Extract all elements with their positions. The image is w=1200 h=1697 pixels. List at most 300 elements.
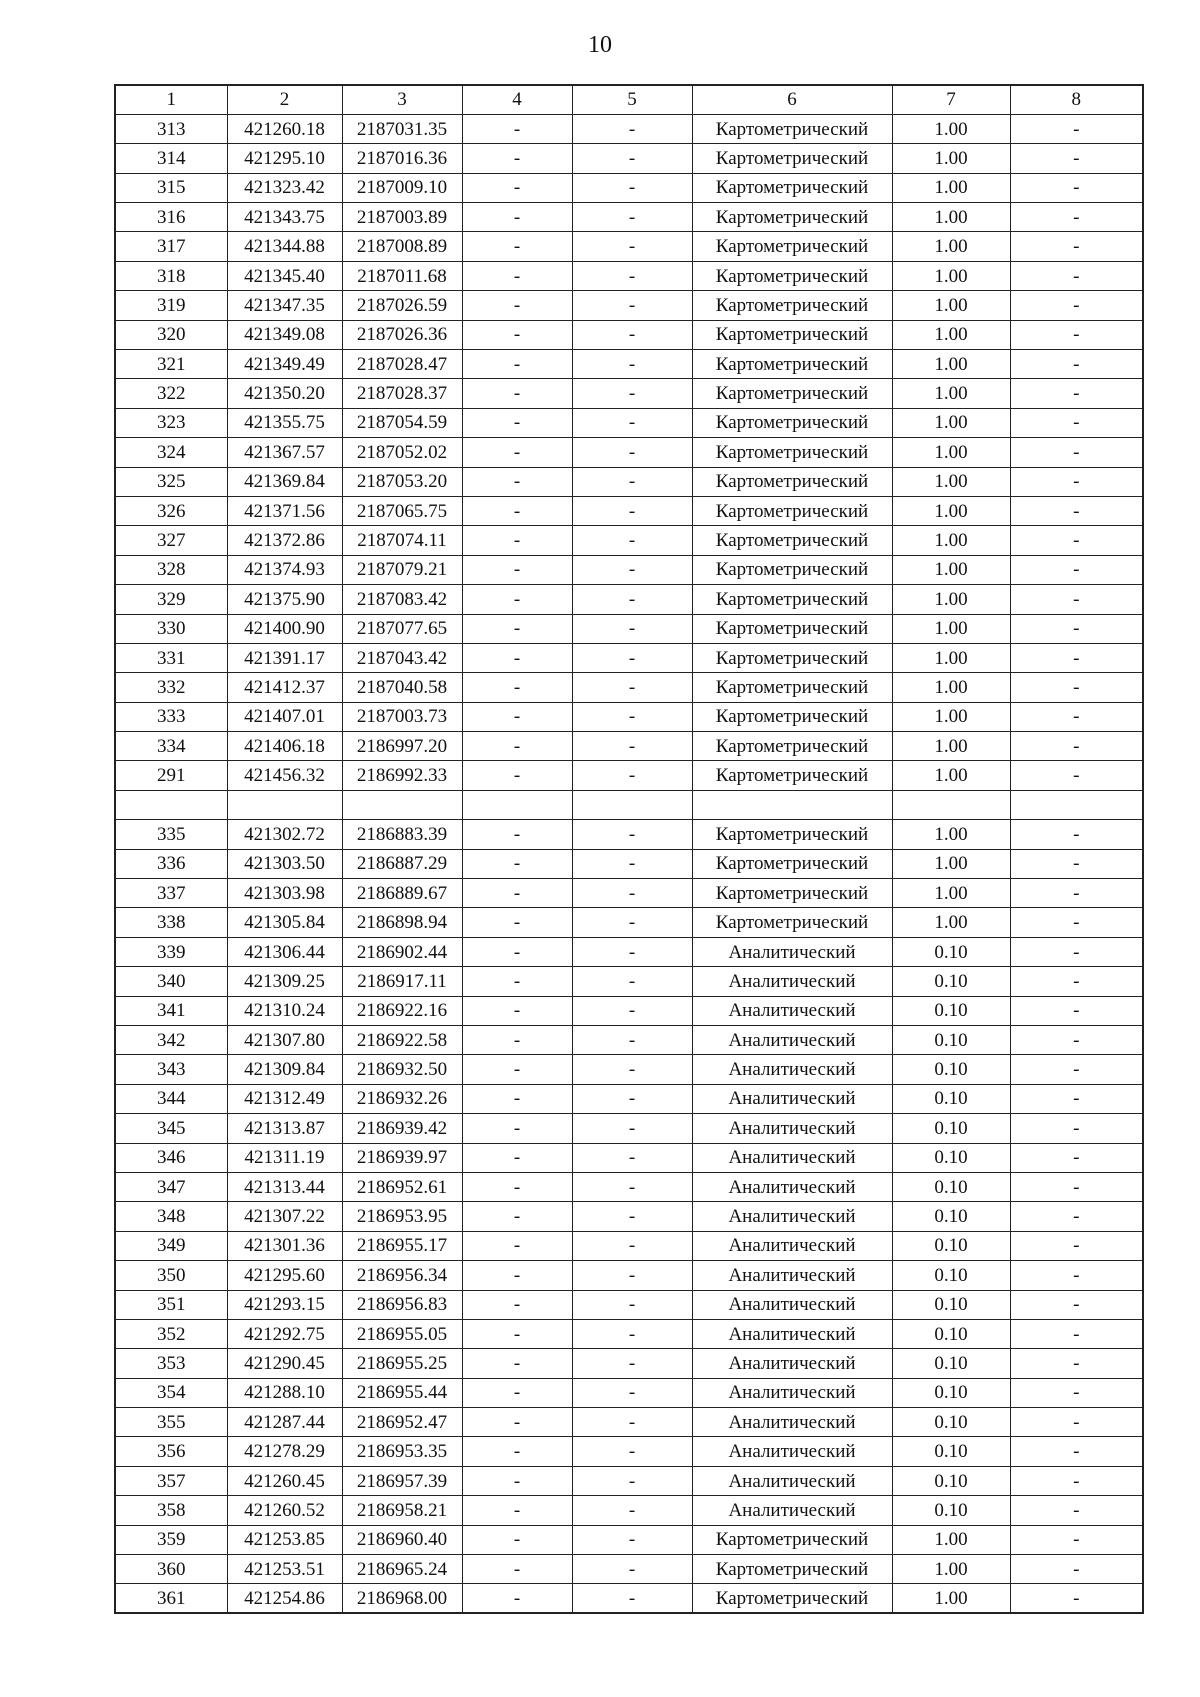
cell-accuracy: 0.10 (892, 1231, 1010, 1260)
cell-point-number: 315 (115, 173, 227, 202)
cell-accuracy: 1.00 (892, 1525, 1010, 1554)
cell-col-8: - (1010, 908, 1143, 937)
cell-col-8: - (1010, 1261, 1143, 1290)
cell-accuracy: 1.00 (892, 879, 1010, 908)
table-row (115, 526, 1143, 555)
cell-point-number: 355 (115, 1408, 227, 1437)
cell-col-8: - (1010, 761, 1143, 790)
cell-y-coordinate: 2187003.73 (342, 702, 462, 731)
cell-col-8: - (1010, 261, 1143, 290)
cell-x-coordinate: 421306.44 (227, 937, 342, 966)
cell-col-4: - (462, 585, 572, 614)
table-row (115, 908, 1143, 937)
cell-col-5: - (572, 1084, 692, 1113)
cell-point-number: 349 (115, 1231, 227, 1260)
cell-x-coordinate: 421260.45 (227, 1466, 342, 1495)
cell-accuracy: 0.10 (892, 1378, 1010, 1407)
cell-point-number: 327 (115, 526, 227, 555)
cell-method: Картометрический (692, 702, 892, 731)
cell-x-coordinate: 421372.86 (227, 526, 342, 555)
cell-accuracy: 1.00 (892, 820, 1010, 849)
table-row (115, 1525, 1143, 1554)
cell-accuracy: 1.00 (892, 320, 1010, 349)
cell-col-8: - (1010, 879, 1143, 908)
cell-x-coordinate: 421412.37 (227, 673, 342, 702)
cell-col-4: - (462, 261, 572, 290)
cell-accuracy: 1.00 (892, 643, 1010, 672)
cell-accuracy: 1.00 (892, 673, 1010, 702)
cell-x-coordinate (227, 790, 342, 819)
cell-method: Аналитический (692, 1437, 892, 1466)
cell-col-4 (462, 790, 572, 819)
cell-y-coordinate: 2187077.65 (342, 614, 462, 643)
cell-point-number (115, 790, 227, 819)
cell-col-8: - (1010, 291, 1143, 320)
table-row (115, 1202, 1143, 1231)
cell-point-number: 343 (115, 1055, 227, 1084)
cell-col-4: - (462, 879, 572, 908)
cell-accuracy: 0.10 (892, 1172, 1010, 1201)
cell-point-number: 320 (115, 320, 227, 349)
cell-y-coordinate: 2186960.40 (342, 1525, 462, 1554)
cell-x-coordinate: 421349.49 (227, 350, 342, 379)
table-row (115, 820, 1143, 849)
table-row (115, 438, 1143, 467)
cell-x-coordinate: 421307.80 (227, 1026, 342, 1055)
cell-col-8: - (1010, 1466, 1143, 1495)
cell-col-8: - (1010, 673, 1143, 702)
cell-col-8: - (1010, 144, 1143, 173)
table-row (115, 1084, 1143, 1113)
cell-method: Картометрический (692, 526, 892, 555)
cell-col-4: - (462, 967, 572, 996)
cell-x-coordinate: 421369.84 (227, 467, 342, 496)
cell-col-4: - (462, 1172, 572, 1201)
cell-point-number: 316 (115, 203, 227, 232)
cell-method: Картометрический (692, 1555, 892, 1584)
cell-y-coordinate: 2187008.89 (342, 232, 462, 261)
cell-col-8 (1010, 790, 1143, 819)
cell-col-8: - (1010, 614, 1143, 643)
cell-y-coordinate: 2186992.33 (342, 761, 462, 790)
cell-col-5: - (572, 114, 692, 143)
cell-x-coordinate: 421303.50 (227, 849, 342, 878)
cell-accuracy: 1.00 (892, 526, 1010, 555)
cell-method: Аналитический (692, 1408, 892, 1437)
table-row (115, 967, 1143, 996)
cell-col-8: - (1010, 996, 1143, 1025)
cell-method: Картометрический (692, 908, 892, 937)
cell-col-4: - (462, 643, 572, 672)
cell-point-number: 317 (115, 232, 227, 261)
column-header-8: 8 (1010, 85, 1143, 114)
cell-col-8: - (1010, 1378, 1143, 1407)
cell-point-number: 359 (115, 1525, 227, 1554)
cell-y-coordinate: 2187009.10 (342, 173, 462, 202)
cell-x-coordinate: 421253.51 (227, 1555, 342, 1584)
cell-accuracy: 0.10 (892, 1026, 1010, 1055)
cell-col-8: - (1010, 702, 1143, 731)
cell-col-4: - (462, 996, 572, 1025)
table-row (115, 1172, 1143, 1201)
cell-x-coordinate: 421287.44 (227, 1408, 342, 1437)
cell-point-number: 313 (115, 114, 227, 143)
cell-accuracy: 1.00 (892, 408, 1010, 437)
cell-col-5: - (572, 1437, 692, 1466)
table-row (115, 555, 1143, 584)
table-row (115, 1555, 1143, 1584)
cell-point-number: 324 (115, 438, 227, 467)
cell-method: Аналитический (692, 1496, 892, 1525)
cell-x-coordinate: 421312.49 (227, 1084, 342, 1113)
cell-col-5: - (572, 967, 692, 996)
cell-col-4: - (462, 1055, 572, 1084)
cell-col-8: - (1010, 732, 1143, 761)
cell-x-coordinate: 421253.85 (227, 1525, 342, 1554)
cell-accuracy: 1.00 (892, 585, 1010, 614)
cell-col-5: - (572, 1055, 692, 1084)
cell-accuracy: 1.00 (892, 173, 1010, 202)
table-row (115, 761, 1143, 790)
cell-y-coordinate: 2186956.83 (342, 1290, 462, 1319)
cell-col-4: - (462, 849, 572, 878)
cell-x-coordinate: 421295.10 (227, 144, 342, 173)
cell-method: Аналитический (692, 1202, 892, 1231)
table-row (115, 1026, 1143, 1055)
cell-y-coordinate: 2187026.36 (342, 320, 462, 349)
cell-col-8: - (1010, 320, 1143, 349)
cell-accuracy: 1.00 (892, 908, 1010, 937)
cell-col-8: - (1010, 1114, 1143, 1143)
cell-x-coordinate: 421374.93 (227, 555, 342, 584)
cell-y-coordinate: 2187083.42 (342, 585, 462, 614)
cell-col-8: - (1010, 1143, 1143, 1172)
cell-x-coordinate: 421310.24 (227, 996, 342, 1025)
cell-accuracy: 1.00 (892, 761, 1010, 790)
table-row (115, 408, 1143, 437)
cell-x-coordinate: 421307.22 (227, 1202, 342, 1231)
cell-accuracy: 1.00 (892, 614, 1010, 643)
cell-col-8: - (1010, 1319, 1143, 1348)
cell-col-8: - (1010, 496, 1143, 525)
cell-method: Картометрический (692, 114, 892, 143)
cell-accuracy: 1.00 (892, 732, 1010, 761)
cell-y-coordinate: 2186898.94 (342, 908, 462, 937)
cell-col-5: - (572, 350, 692, 379)
cell-col-4: - (462, 1466, 572, 1495)
cell-col-5: - (572, 1202, 692, 1231)
table-row (115, 937, 1143, 966)
cell-col-8: - (1010, 408, 1143, 437)
cell-col-4: - (462, 1202, 572, 1231)
cell-method: Аналитический (692, 1055, 892, 1084)
cell-point-number: 331 (115, 643, 227, 672)
cell-method: Аналитический (692, 1026, 892, 1055)
table-row (115, 996, 1143, 1025)
cell-x-coordinate: 421293.15 (227, 1290, 342, 1319)
cell-y-coordinate: 2186997.20 (342, 732, 462, 761)
cell-col-5: - (572, 1172, 692, 1201)
cell-y-coordinate: 2187031.35 (342, 114, 462, 143)
cell-col-4: - (462, 438, 572, 467)
cell-col-4: - (462, 1349, 572, 1378)
cell-x-coordinate: 421407.01 (227, 702, 342, 731)
column-header-7: 7 (892, 85, 1010, 114)
cell-col-5: - (572, 408, 692, 437)
cell-method: Аналитический (692, 937, 892, 966)
cell-col-4: - (462, 350, 572, 379)
cell-col-4: - (462, 203, 572, 232)
cell-col-5: - (572, 849, 692, 878)
cell-col-4: - (462, 1231, 572, 1260)
cell-col-8: - (1010, 1496, 1143, 1525)
cell-col-4: - (462, 1026, 572, 1055)
cell-method: Аналитический (692, 996, 892, 1025)
cell-method: Аналитический (692, 1114, 892, 1143)
table-row (115, 261, 1143, 290)
cell-x-coordinate: 421406.18 (227, 732, 342, 761)
cell-method: Картометрический (692, 849, 892, 878)
table-row (115, 732, 1143, 761)
cell-accuracy: 1.00 (892, 232, 1010, 261)
cell-col-4: - (462, 1525, 572, 1554)
cell-x-coordinate: 421260.52 (227, 1496, 342, 1525)
table-row (115, 1143, 1143, 1172)
cell-point-number: 318 (115, 261, 227, 290)
cell-x-coordinate: 421288.10 (227, 1378, 342, 1407)
cell-y-coordinate: 2187011.68 (342, 261, 462, 290)
table-row (115, 291, 1143, 320)
table-row (115, 114, 1143, 143)
cell-col-4: - (462, 614, 572, 643)
cell-point-number: 338 (115, 908, 227, 937)
table-row (115, 643, 1143, 672)
cell-accuracy: 0.10 (892, 1437, 1010, 1466)
cell-point-number: 325 (115, 467, 227, 496)
cell-method: Картометрический (692, 467, 892, 496)
cell-col-5: - (572, 320, 692, 349)
cell-accuracy: 0.10 (892, 1466, 1010, 1495)
cell-point-number: 348 (115, 1202, 227, 1231)
cell-y-coordinate: 2187003.89 (342, 203, 462, 232)
cell-point-number: 344 (115, 1084, 227, 1113)
cell-col-4: - (462, 820, 572, 849)
cell-x-coordinate: 421391.17 (227, 643, 342, 672)
cell-point-number: 321 (115, 350, 227, 379)
cell-col-4: - (462, 702, 572, 731)
cell-y-coordinate: 2186955.05 (342, 1319, 462, 1348)
cell-x-coordinate: 421456.32 (227, 761, 342, 790)
cell-col-4: - (462, 1555, 572, 1584)
cell-col-4: - (462, 232, 572, 261)
cell-col-8: - (1010, 1349, 1143, 1378)
cell-col-4: - (462, 673, 572, 702)
cell-point-number: 322 (115, 379, 227, 408)
cell-col-8: - (1010, 203, 1143, 232)
cell-x-coordinate: 421355.75 (227, 408, 342, 437)
cell-method: Картометрический (692, 820, 892, 849)
cell-x-coordinate: 421345.40 (227, 261, 342, 290)
cell-col-8: - (1010, 967, 1143, 996)
cell-point-number: 350 (115, 1261, 227, 1290)
column-header-5: 5 (572, 85, 692, 114)
cell-col-5: - (572, 203, 692, 232)
cell-x-coordinate: 421313.87 (227, 1114, 342, 1143)
table-row (115, 1231, 1143, 1260)
cell-y-coordinate: 2186958.21 (342, 1496, 462, 1525)
cell-method: Аналитический (692, 967, 892, 996)
cell-col-4: - (462, 1408, 572, 1437)
cell-method: Картометрический (692, 203, 892, 232)
cell-method: Картометрический (692, 1584, 892, 1613)
cell-y-coordinate: 2186957.39 (342, 1466, 462, 1495)
cell-x-coordinate: 421278.29 (227, 1437, 342, 1466)
cell-y-coordinate: 2186965.24 (342, 1555, 462, 1584)
cell-col-5: - (572, 438, 692, 467)
table-row (115, 379, 1143, 408)
cell-y-coordinate: 2186902.44 (342, 937, 462, 966)
cell-col-5: - (572, 1555, 692, 1584)
cell-col-4: - (462, 761, 572, 790)
cell-point-number: 329 (115, 585, 227, 614)
table-row (115, 585, 1143, 614)
cell-accuracy: 1.00 (892, 496, 1010, 525)
cell-col-5: - (572, 261, 692, 290)
cell-point-number: 335 (115, 820, 227, 849)
cell-y-coordinate: 2187028.37 (342, 379, 462, 408)
cell-col-5: - (572, 1378, 692, 1407)
cell-x-coordinate: 421400.90 (227, 614, 342, 643)
cell-point-number: 342 (115, 1026, 227, 1055)
cell-col-4: - (462, 555, 572, 584)
cell-y-coordinate: 2187052.02 (342, 438, 462, 467)
cell-point-number: 357 (115, 1466, 227, 1495)
cell-point-number: 314 (115, 144, 227, 173)
cell-col-8: - (1010, 1172, 1143, 1201)
cell-col-4: - (462, 496, 572, 525)
cell-y-coordinate: 2186952.47 (342, 1408, 462, 1437)
cell-point-number: 340 (115, 967, 227, 996)
table-row (115, 1349, 1143, 1378)
cell-col-5: - (572, 1349, 692, 1378)
cell-col-8: - (1010, 585, 1143, 614)
cell-point-number: 291 (115, 761, 227, 790)
cell-col-8: - (1010, 350, 1143, 379)
cell-y-coordinate: 2186952.61 (342, 1172, 462, 1201)
cell-col-4: - (462, 379, 572, 408)
cell-method: Картометрический (692, 879, 892, 908)
cell-x-coordinate: 421347.35 (227, 291, 342, 320)
cell-y-coordinate: 2186955.44 (342, 1378, 462, 1407)
cell-accuracy: 1.00 (892, 849, 1010, 878)
cell-method (692, 790, 892, 819)
cell-method: Аналитический (692, 1231, 892, 1260)
cell-method: Аналитический (692, 1261, 892, 1290)
cell-accuracy: 0.10 (892, 1114, 1010, 1143)
cell-col-5: - (572, 496, 692, 525)
cell-col-5: - (572, 1114, 692, 1143)
cell-method: Картометрический (692, 761, 892, 790)
cell-col-5: - (572, 144, 692, 173)
cell-col-5: - (572, 761, 692, 790)
cell-point-number: 334 (115, 732, 227, 761)
cell-accuracy: 1.00 (892, 467, 1010, 496)
cell-col-5: - (572, 908, 692, 937)
cell-method: Аналитический (692, 1466, 892, 1495)
table-row (115, 1496, 1143, 1525)
cell-col-8: - (1010, 232, 1143, 261)
cell-method: Аналитический (692, 1143, 892, 1172)
cell-col-5: - (572, 996, 692, 1025)
table-row (115, 1466, 1143, 1495)
cell-accuracy: 1.00 (892, 438, 1010, 467)
cell-x-coordinate: 421290.45 (227, 1349, 342, 1378)
cell-method: Картометрический (692, 320, 892, 349)
cell-point-number: 319 (115, 291, 227, 320)
cell-col-8: - (1010, 1555, 1143, 1584)
cell-col-8: - (1010, 1584, 1143, 1613)
cell-y-coordinate: 2187043.42 (342, 643, 462, 672)
cell-col-4: - (462, 144, 572, 173)
cell-col-4: - (462, 1261, 572, 1290)
cell-col-4: - (462, 1584, 572, 1613)
cell-point-number: 360 (115, 1555, 227, 1584)
cell-accuracy: 1.00 (892, 555, 1010, 584)
cell-method: Аналитический (692, 1378, 892, 1407)
cell-point-number: 347 (115, 1172, 227, 1201)
cell-method: Аналитический (692, 1084, 892, 1113)
cell-x-coordinate: 421305.84 (227, 908, 342, 937)
table-row (115, 203, 1143, 232)
coordinates-table (114, 84, 1144, 1614)
cell-col-4: - (462, 1378, 572, 1407)
cell-y-coordinate: 2187026.59 (342, 291, 462, 320)
cell-col-5: - (572, 673, 692, 702)
cell-method: Картометрический (692, 173, 892, 202)
cell-y-coordinate: 2186932.26 (342, 1084, 462, 1113)
column-header-1: 1 (115, 85, 227, 114)
page-number: 10 (588, 32, 612, 58)
cell-accuracy: 1.00 (892, 1555, 1010, 1584)
cell-y-coordinate: 2186939.97 (342, 1143, 462, 1172)
cell-col-8: - (1010, 555, 1143, 584)
cell-method: Картометрический (692, 614, 892, 643)
cell-accuracy: 0.10 (892, 967, 1010, 996)
cell-y-coordinate: 2186953.35 (342, 1437, 462, 1466)
cell-y-coordinate: 2186883.39 (342, 820, 462, 849)
cell-y-coordinate: 2186932.50 (342, 1055, 462, 1084)
cell-col-4: - (462, 173, 572, 202)
cell-y-coordinate: 2186887.29 (342, 849, 462, 878)
cell-col-5: - (572, 879, 692, 908)
cell-col-8: - (1010, 1202, 1143, 1231)
cell-point-number: 326 (115, 496, 227, 525)
column-header-3: 3 (342, 85, 462, 114)
cell-col-4: - (462, 1290, 572, 1319)
cell-point-number: 353 (115, 1349, 227, 1378)
cell-col-8: - (1010, 849, 1143, 878)
cell-col-8: - (1010, 438, 1143, 467)
cell-x-coordinate: 421260.18 (227, 114, 342, 143)
cell-y-coordinate: 2187016.36 (342, 144, 462, 173)
cell-y-coordinate (342, 790, 462, 819)
cell-y-coordinate: 2186956.34 (342, 1261, 462, 1290)
cell-y-coordinate: 2187053.20 (342, 467, 462, 496)
cell-method: Картометрический (692, 438, 892, 467)
cell-col-4: - (462, 1319, 572, 1348)
cell-method: Картометрический (692, 144, 892, 173)
table-row (115, 1114, 1143, 1143)
